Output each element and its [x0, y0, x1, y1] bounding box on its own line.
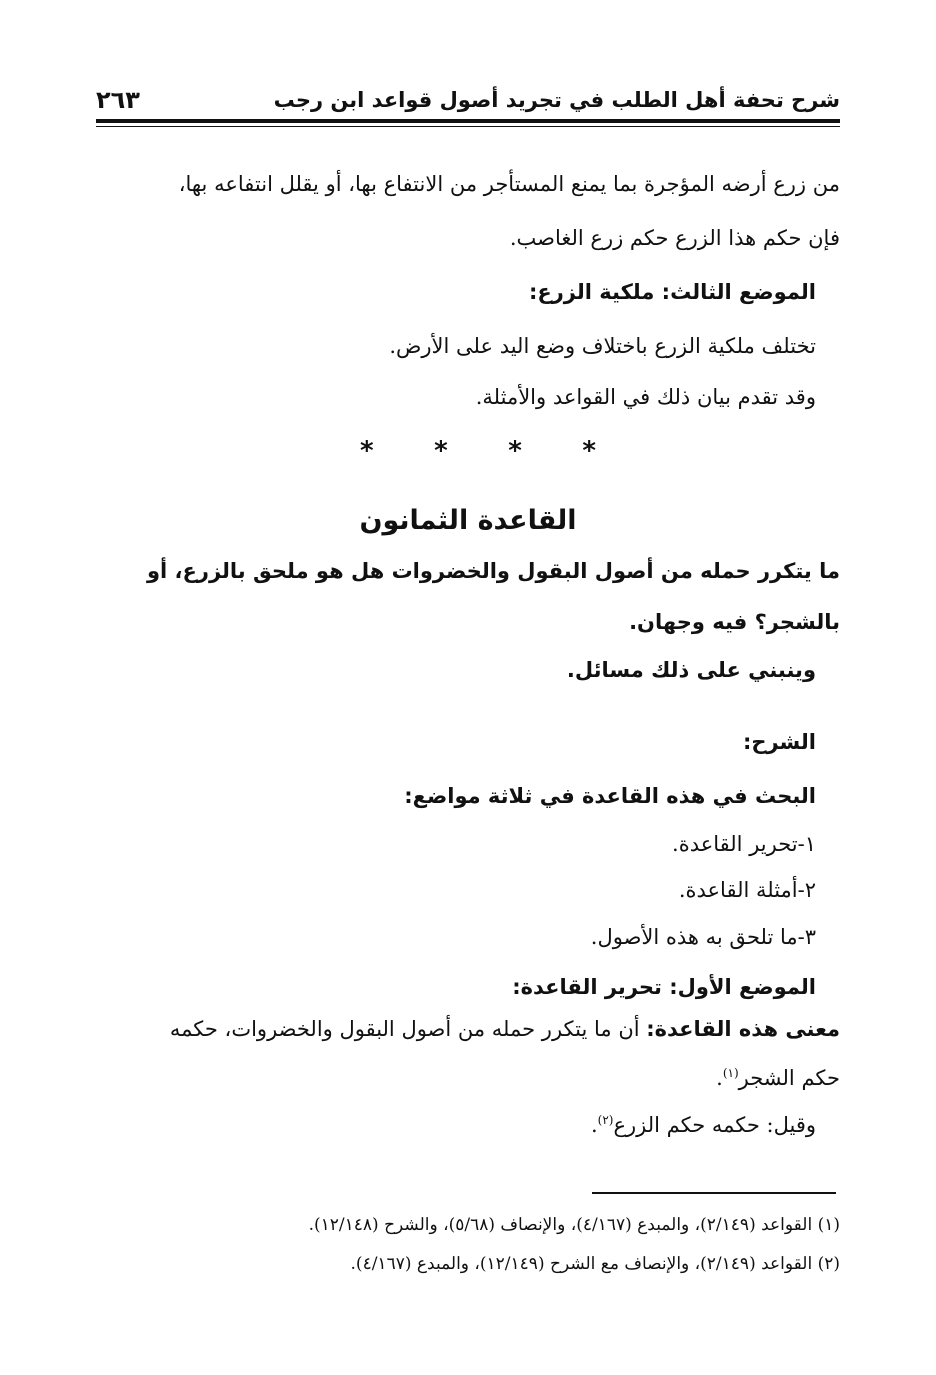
footnote-ref-2[interactable]: (٢): [597, 1113, 614, 1127]
list-item: ٣-ما تلحق به هذه الأصول.: [590, 925, 816, 949]
meaning-paragraph-line-1: [170, 1017, 840, 1041]
rule-text-line-1: ما يتكرر حمله من أصول البقول والخضروات هل هو ملحق بالزرع، أو: [146, 559, 840, 583]
running-header-title: شرح تحفة أهل الطلب في تجريد أصول قواعد ابن رجب: [273, 88, 840, 112]
meaning-text-cont: حكم الشجر: [738, 1066, 840, 1090]
footnote-2: (٢) القواعد (٢/١٤٩)، والإنصاف مع الشرح (١٢/١٤٩)، والمبدع (٤/١٦٧).: [350, 1254, 840, 1274]
star-glyph: *: [434, 436, 448, 466]
rule-text-line-3: وينبني على ذلك مسائل.: [566, 658, 816, 682]
footnote-separator: [592, 1192, 836, 1194]
page-number: ٢٦٣: [96, 86, 140, 114]
meaning-label: معنى هذه القاعدة:: [646, 1017, 840, 1041]
rule-title: القاعدة الثمانون: [359, 505, 577, 536]
commentary-heading: الشرح:: [742, 730, 816, 754]
period: .: [590, 1113, 598, 1137]
footnote-ref-1[interactable]: (١): [722, 1066, 739, 1080]
footnote-1: (١) القواعد (٢/١٤٩)، والمبدع (٤/١٦٧)، والإنصاف (٥/٦٨)، والشرح (١٢/١٤٨).: [308, 1215, 840, 1235]
alternative-opinion-line: [591, 1113, 816, 1137]
header-rule-thin: [96, 126, 840, 127]
body-line-2: فإن حكم هذا الزرع حكم زرع الغاصب.: [509, 226, 840, 250]
list-item: ٢-أمثلة القاعدة.: [678, 878, 816, 902]
star-glyph: *: [360, 436, 374, 466]
meaning-text: أن ما يتكرر حمله من أصول البقول والخضروات، حكمه: [169, 1017, 647, 1041]
star-glyph: *: [582, 436, 596, 466]
section-heading-third: الموضع الثالث: ملكية الزرع:: [528, 280, 816, 304]
section-heading-first: الموضع الأول: تحرير القاعدة:: [512, 975, 816, 999]
list-item: ١-تحرير القاعدة.: [672, 832, 816, 856]
body-line-4: وقد تقدم بيان ذلك في القواعد والأمثلة.: [475, 385, 816, 409]
star-glyph: *: [508, 436, 522, 466]
alternative-opinion-text: وقيل: حكمه حكم الزرع: [613, 1113, 816, 1137]
period: .: [716, 1066, 723, 1090]
meaning-paragraph-line-2: [716, 1066, 840, 1090]
header-rule-thick: [96, 119, 840, 123]
body-line-1: من زرع أرضه المؤجرة بما يمنع المستأجر من الانتفاع بها، أو يقلل انتفاعه بها،: [178, 172, 840, 196]
discussion-heading: البحث في هذه القاعدة في ثلاثة مواضع:: [404, 784, 816, 808]
section-separator-stars: [360, 436, 596, 466]
body-line-3: تختلف ملكية الزرع باختلاف وضع اليد على الأرض.: [389, 334, 816, 358]
rule-text-line-2: بالشجر؟ فيه وجهان.: [629, 610, 840, 634]
